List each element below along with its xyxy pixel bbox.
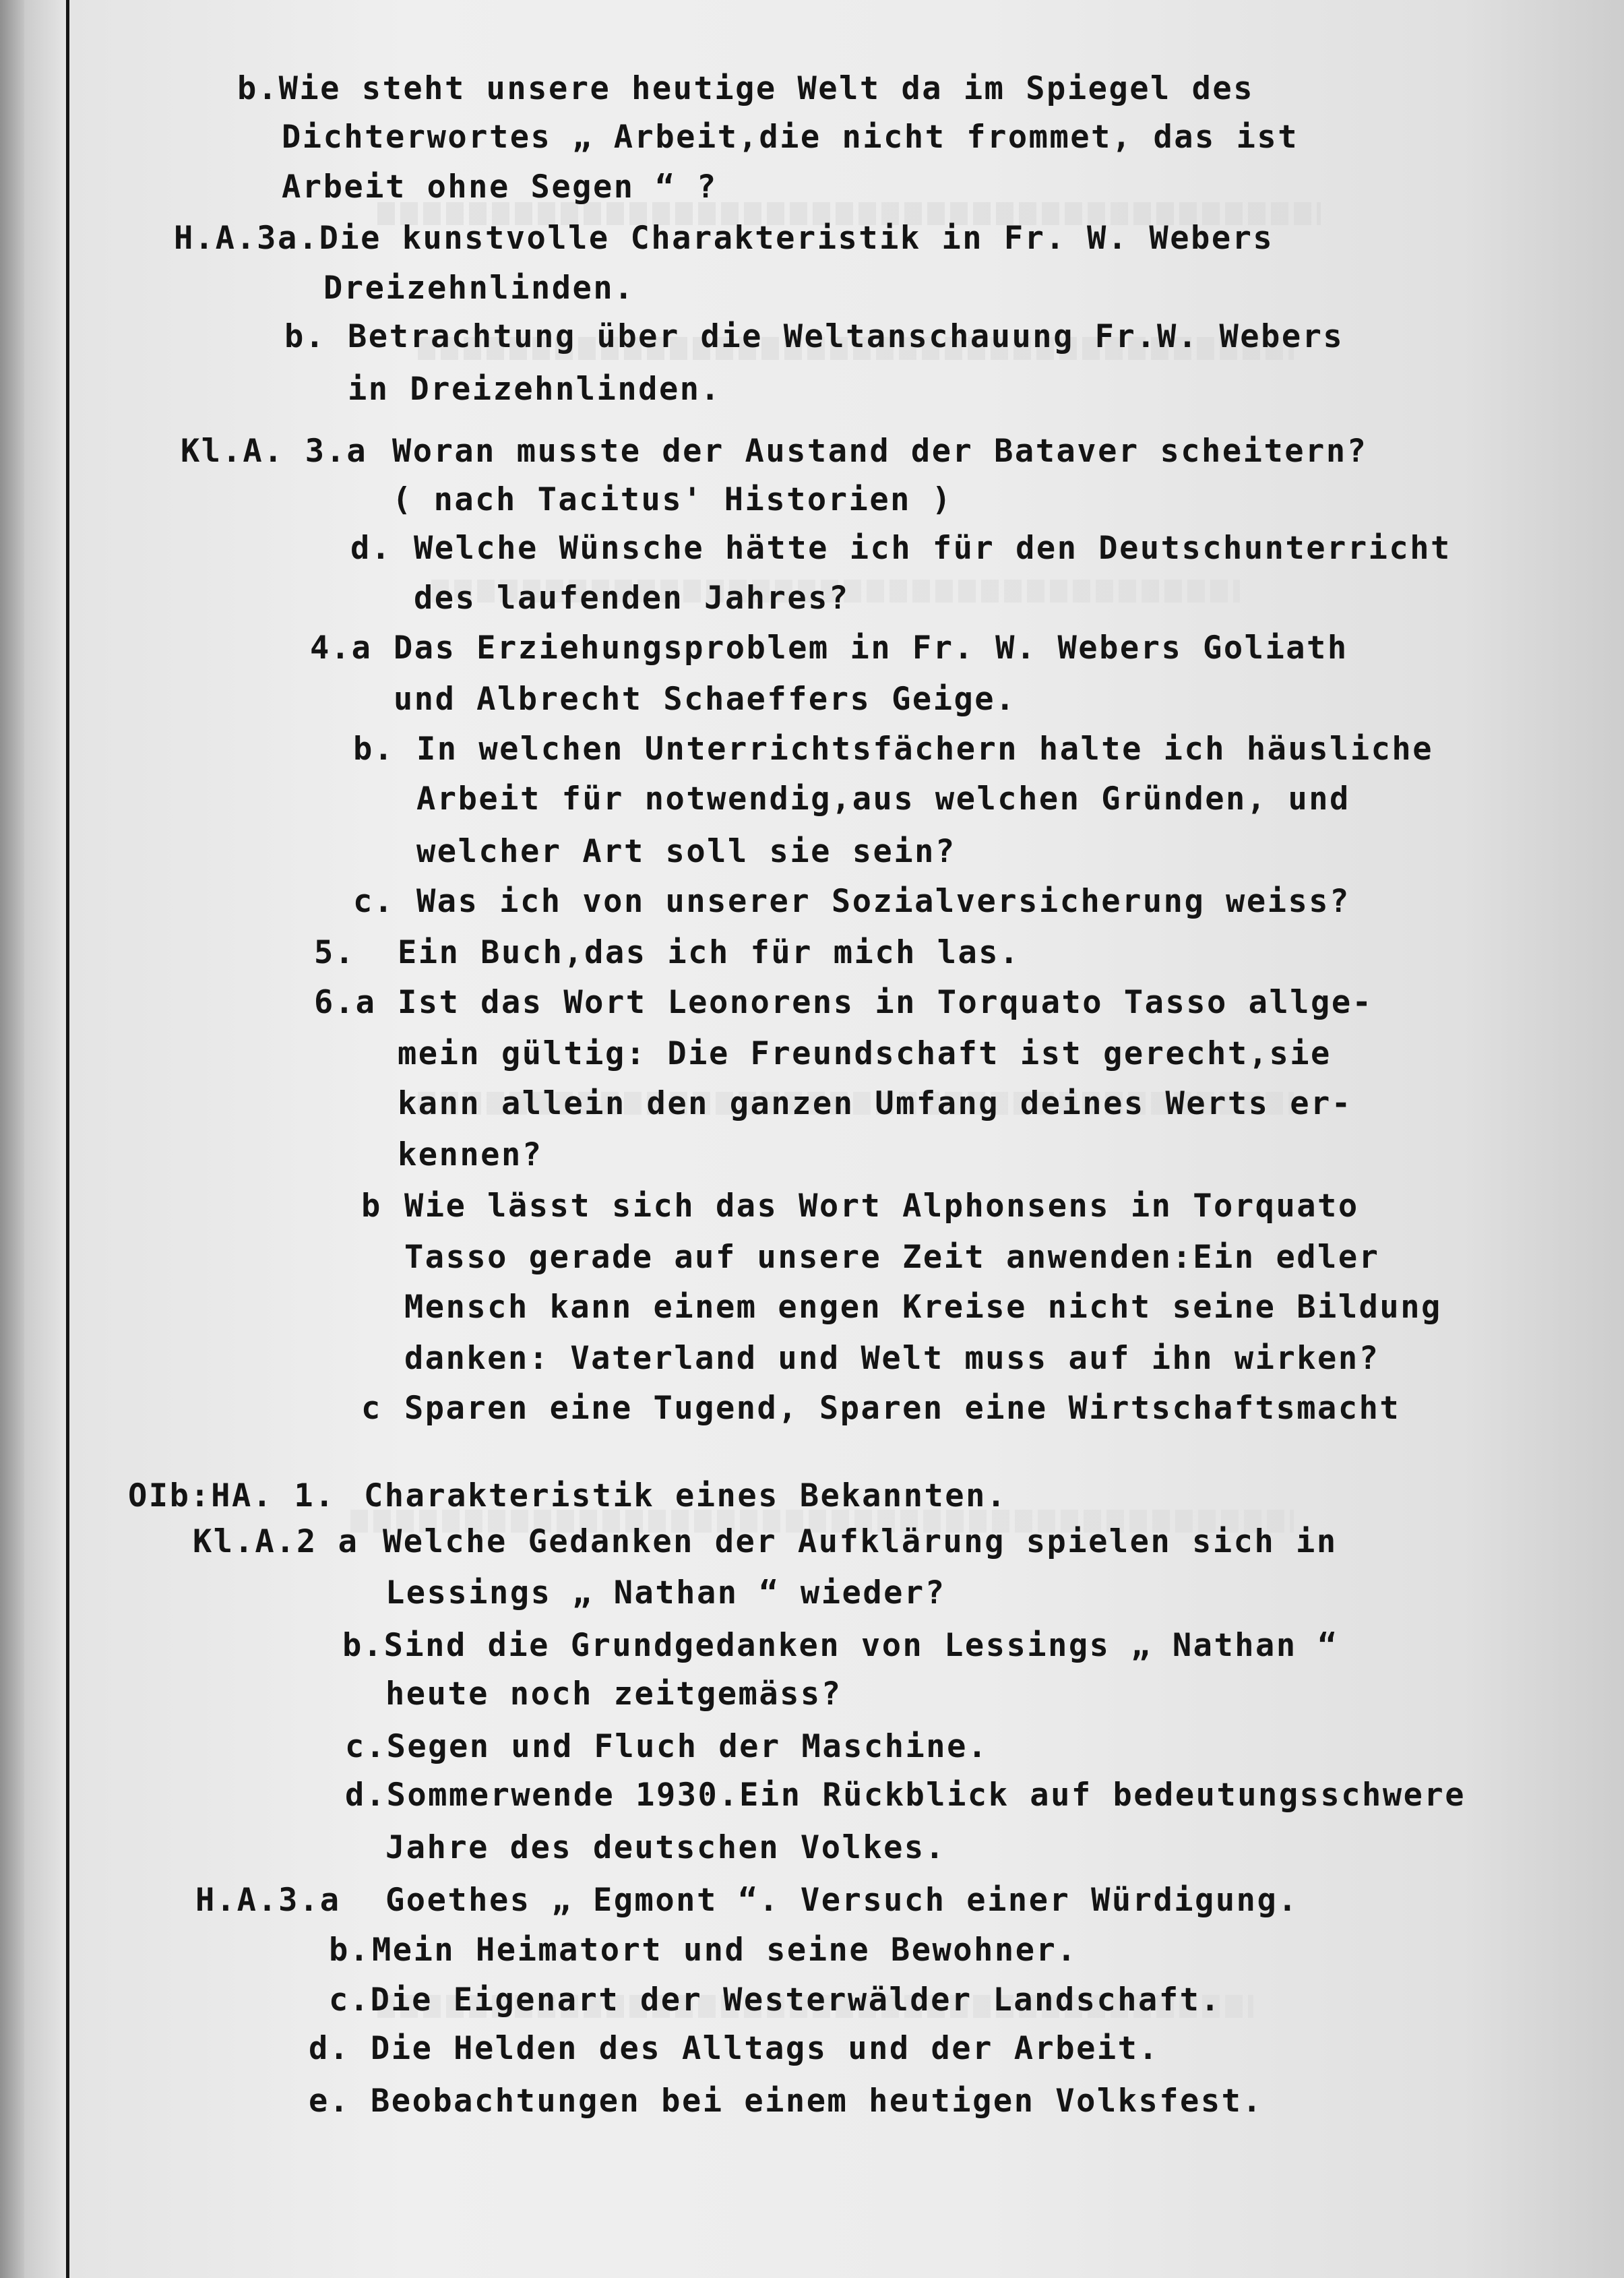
- line-text: Dreizehnlinden.: [323, 270, 635, 307]
- item-label: 5.: [314, 934, 356, 971]
- text-line: [174, 220, 1274, 257]
- line-text: Sommerwende 1930.Ein Rückblick auf bedeutungsschwere: [386, 1777, 1466, 1814]
- line-text: Segen und Fluch der Maschine.: [386, 1728, 989, 1765]
- text-line: [404, 1239, 1380, 1276]
- text-line: [314, 934, 1020, 971]
- text-line: [237, 70, 1255, 107]
- line-text: Ist das Wort Leonorens in Torquato Tasso allge-: [398, 984, 1373, 1021]
- item-label: c.: [345, 1728, 387, 1765]
- text-line: [329, 1932, 1078, 1969]
- item-label: b.: [342, 1627, 384, 1664]
- line-text: Was ich von unserer Sozialversicherung weiss?: [416, 883, 1350, 920]
- text-line: [282, 119, 1299, 156]
- item-label: b.: [353, 731, 395, 768]
- line-text: Lessings „ Nathan “ wieder?: [385, 1574, 946, 1611]
- text-line: [385, 1675, 842, 1713]
- line-text: danken: Vaterland und Welt muss auf ihn wirken?: [404, 1340, 1380, 1377]
- text-line: [394, 681, 1016, 718]
- item-label: d.: [309, 2030, 350, 2067]
- text-line: [314, 984, 1373, 1021]
- line-text: Arbeit für notwendig,aus welchen Gründen, und: [416, 780, 1350, 818]
- text-line: [361, 1188, 1359, 1225]
- item-label: 4.a: [310, 629, 373, 667]
- line-text: Goethes „ Egmont “. Versuch einer Würdigung.: [385, 1882, 1299, 1919]
- line-text: Woran musste der Austand der Bataver scheitern?: [392, 433, 1368, 470]
- text-line: [398, 1136, 543, 1173]
- text-line: [348, 371, 722, 408]
- line-text: welcher Art soll sie sein?: [416, 833, 956, 870]
- line-text: Welche Wünsche hätte ich für den Deutschunterricht: [414, 530, 1451, 567]
- item-label: d.: [345, 1777, 387, 1814]
- text-line: [385, 1829, 946, 1866]
- line-text: des laufenden Jahres?: [414, 580, 850, 617]
- item-label: OIb:HA. 1.: [128, 1477, 336, 1514]
- line-text: Die Helden des Alltags und der Arbeit.: [371, 2030, 1160, 2067]
- margin-rule: [66, 0, 69, 2278]
- line-text: Die kunstvolle Charakteristik in Fr. W. Webers: [319, 220, 1274, 257]
- line-text: Welche Gedanken der Aufklärung spielen sich in: [383, 1523, 1338, 1560]
- text-line: [398, 1085, 1352, 1122]
- text-line: [398, 1035, 1332, 1072]
- text-line: [416, 833, 956, 870]
- text-line: [392, 481, 953, 518]
- line-text: Wie lässt sich das Wort Alphonsens in Torquato: [404, 1188, 1359, 1225]
- item-label: Kl.A.2 a: [193, 1523, 359, 1560]
- text-line: [181, 433, 1368, 470]
- line-text: in Dreizehnlinden.: [348, 371, 722, 408]
- item-label: Kl.A. 3.a: [181, 433, 368, 470]
- text-line: [353, 883, 1350, 920]
- text-line: [128, 1477, 1007, 1514]
- text-line: [323, 270, 635, 307]
- text-line: [404, 1340, 1380, 1377]
- text-line: [309, 2083, 1263, 2120]
- item-label: 6.a: [314, 984, 377, 1021]
- text-line: [282, 168, 718, 206]
- item-label: H.A.3a.: [174, 220, 319, 257]
- item-label: b.: [284, 318, 326, 355]
- text-line: [329, 1981, 1222, 2019]
- item-label: c.: [353, 883, 395, 920]
- line-text: Sparen eine Tugend, Sparen eine Wirtschaftsmacht: [404, 1390, 1401, 1427]
- line-text: kennen?: [398, 1136, 543, 1173]
- line-text: mein gültig: Die Freundschaft ist gerecht,sie: [398, 1035, 1332, 1072]
- line-text: Jahre des deutschen Volkes.: [385, 1829, 946, 1866]
- line-text: Beobachtungen bei einem heutigen Volksfest.: [371, 2083, 1263, 2120]
- text-line: [345, 1777, 1466, 1814]
- line-text: Wie steht unsere heutige Welt da im Spiegel des: [278, 70, 1255, 107]
- text-line: [193, 1523, 1338, 1560]
- line-text: ( nach Tacitus' Historien ): [392, 481, 953, 518]
- line-text: Tasso gerade auf unsere Zeit anwenden:Ein edler: [404, 1239, 1380, 1276]
- item-label: b: [361, 1188, 382, 1225]
- text-line: [350, 530, 1451, 567]
- text-line: [353, 731, 1434, 768]
- line-text: Betrachtung über die Weltanschauung Fr.W. Webers: [348, 318, 1344, 355]
- line-text: Das Erziehungsproblem in Fr. W. Webers Goliath: [394, 629, 1348, 667]
- line-text: Charakteristik eines Bekannten.: [364, 1477, 1007, 1514]
- item-label: H.A.3.a: [195, 1882, 341, 1919]
- item-label: c: [361, 1390, 382, 1427]
- item-label: b.: [329, 1932, 371, 1969]
- text-line: [414, 580, 850, 617]
- item-label: e.: [309, 2083, 350, 2120]
- item-label: d.: [350, 530, 392, 567]
- text-line: [342, 1627, 1339, 1664]
- item-label: b.: [237, 70, 279, 107]
- line-text: Dichterwortes „ Arbeit,die nicht frommet, das ist: [282, 119, 1299, 156]
- line-text: Sind die Grundgedanken von Lessings „ Nathan “: [383, 1627, 1339, 1664]
- text-line: [309, 2030, 1160, 2067]
- line-text: Die Eigenart der Westerwälder Landschaft.: [370, 1981, 1222, 2019]
- text-line: [361, 1390, 1401, 1427]
- text-line: [195, 1882, 1299, 1919]
- line-text: Mensch kann einem engen Kreise nicht seine Bildung: [404, 1289, 1442, 1326]
- line-text: heute noch zeitgemäss?: [385, 1675, 842, 1713]
- line-text: kann allein den ganzen Umfang deines Werts er-: [398, 1085, 1352, 1122]
- text-line: [345, 1728, 989, 1765]
- line-text: In welchen Unterrichtsfächern halte ich häusliche: [416, 731, 1434, 768]
- line-text: und Albrecht Schaeffers Geige.: [394, 681, 1016, 718]
- line-text: Ein Buch,das ich für mich las.: [398, 934, 1020, 971]
- text-line: [416, 780, 1350, 818]
- text-line: [404, 1289, 1442, 1326]
- line-text: Arbeit ohne Segen “ ?: [282, 168, 718, 206]
- item-label: c.: [329, 1981, 371, 2019]
- binding-edge: [0, 0, 24, 2278]
- text-line: [284, 318, 1344, 355]
- line-text: Mein Heimatort und seine Bewohner.: [372, 1932, 1078, 1969]
- text-line: [310, 629, 1348, 667]
- text-line: [385, 1574, 946, 1611]
